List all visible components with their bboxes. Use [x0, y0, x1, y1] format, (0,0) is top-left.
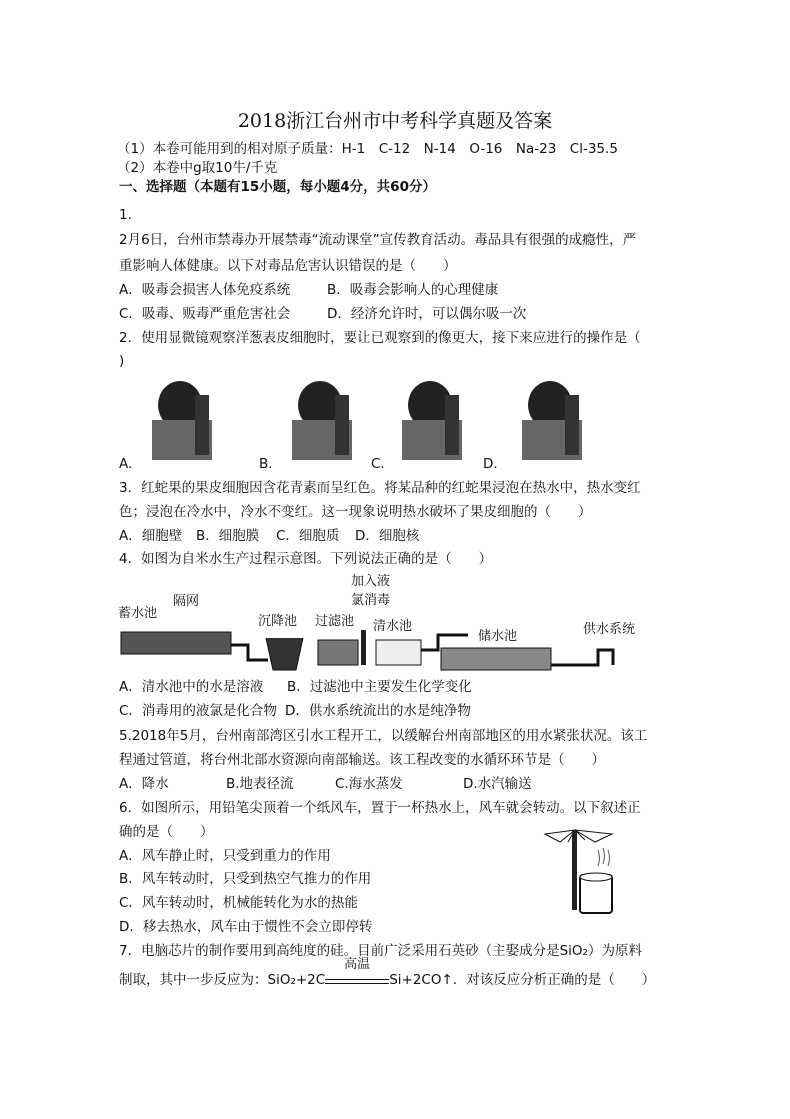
microscope-photo-c — [402, 381, 462, 460]
water-treatment-diagram — [118, 570, 658, 675]
q6-option-a: A．风车静止时，只受到重力的作用 — [119, 848, 331, 864]
diagram-label: 沉降池 — [258, 614, 298, 629]
q1-option-c: C．吸毒、贩毒严重危害社会 — [119, 306, 291, 322]
q5-line: 程通过管道，将台州北部水资源向南部输送。该工程改变的水循环环节是（ ） — [119, 752, 605, 768]
q2-option-b: B. — [259, 456, 273, 472]
q1-line: 2月6日，台州市禁毒办开展禁毒“流动课堂”宣传教育活动。毒品具有很强的成瘾性，严 — [119, 232, 637, 248]
q2-line: 2．使用显微镜观察洋葱表皮细胞时，要让已观察到的像更大，接下来应进行的操作是（ — [119, 330, 641, 346]
note-1: （1）本卷可能用到的相对原子质量：H-1 C-12 N-14 O-16 Na-23 Cl-35.5 — [117, 141, 618, 157]
q1-option-d: D．经济允许时，可以偶尔吸一次 — [327, 306, 527, 322]
q6-line: 确的是（ ） — [119, 824, 214, 840]
q5-line: 5.2018年5月，台州南部湾区引水工程开工，以缓解台州南部地区的用水紧张状况。该工 — [119, 728, 648, 744]
q3-option-d: D．细胞核 — [355, 528, 420, 544]
q4-option-d: D．供水系统流出的水是纯净物 — [285, 703, 471, 719]
q4-line: 4．如图为自米水生产过程示意图。下列说法正确的是（ ） — [119, 551, 493, 567]
page-title: 2018浙江台州市中考科学真题及答案 — [237, 110, 553, 132]
diagram-label: 过滤池 — [315, 614, 355, 629]
q3-line: 3．红蛇果的果皮细胞因含花青素而呈红色。将某品种的红蛇果浸泡在热水中，热水变红 — [119, 480, 641, 496]
q5-option-a: A．降水 — [119, 776, 169, 792]
diagram-label: 蓄水池 — [118, 606, 158, 621]
q6-option-d: D．移去热水，风车由于惯性不会立即停转 — [119, 919, 373, 935]
q7-equation-left: 制取，其中一步反应为：SiO₂+2C — [119, 972, 326, 988]
q7-line: 7．电脑芯片的制作要用到高纯度的硅。目前广泛采用石英砂（主娶成分是SiO₂）为原料 — [119, 943, 642, 959]
q5-option-c: C.海水蒸发 — [335, 776, 403, 792]
q6-option-b: B．风车转动时，只受到热空气推力的作用 — [119, 871, 372, 887]
diagram-label: 储水池 — [478, 629, 518, 644]
q2-option-c: C. — [371, 456, 385, 472]
microscope-photos — [140, 375, 620, 465]
q1-option-b: B．吸毒会影响人的心理健康 — [327, 282, 499, 298]
q7-equation-right: Si+2CO↑．对该反应分析正确的是（ ） — [389, 972, 656, 988]
pinwheel-figure — [540, 820, 620, 920]
q3-option-b: B．细胞膜 — [196, 528, 260, 544]
diagram-label: 氯消毒 — [351, 593, 391, 608]
q3-line: 色；浸泡在冷水中，冷水不变红。这一现象说明热水破坏了果皮细胞的（ ） — [119, 504, 592, 520]
diagram-label: 供水系统 — [583, 622, 636, 637]
q2-option-d: D. — [483, 456, 498, 472]
q4-option-b: B．过滤池中主要发生化学变化 — [287, 679, 472, 695]
q1-number: 1. — [119, 207, 132, 223]
microscope-photo-d — [522, 381, 582, 460]
q1-line: 重影响人体健康。以下对毒品危害认识错误的是（ ） — [119, 258, 457, 274]
q6-line: 6．如图所示，用铅笔尖顶着一个纸风车，置于一杯热水上，风车就会转动。以下叙述正 — [119, 800, 641, 816]
q5-option-d: D.水汽输送 — [463, 776, 532, 792]
diagram-label: 隔网 — [173, 594, 200, 609]
diagram-label: 清水池 — [373, 619, 413, 634]
q4-option-a: A．清水池中的水是溶液 — [119, 679, 264, 695]
note-2: （2）本卷中g取10牛/千克 — [117, 160, 278, 176]
q6-option-c: C．风车转动时，机械能转化为水的热能 — [119, 895, 358, 911]
q3-option-c: C．细胞质 — [276, 528, 340, 544]
reaction-arrow — [325, 957, 389, 989]
q4-option-c: C．消毒用的液氯是化合物 — [119, 703, 277, 719]
q5-option-b: B.地表径流 — [226, 776, 294, 792]
q2-line: ) — [119, 353, 125, 369]
microscope-photo-a — [152, 381, 212, 460]
q3-option-a: A．细胞壁 — [119, 528, 183, 544]
q1-option-a: A．吸毒会损害人体免疫系统 — [119, 282, 291, 298]
diagram-label: 加入液 — [351, 574, 391, 589]
reaction-condition: 高温 — [344, 957, 371, 972]
microscope-photo-b — [292, 381, 352, 460]
q2-option-a: A. — [119, 456, 133, 472]
section-heading: 一、选择题（本题有15小题，每小题4分，共60分） — [119, 179, 436, 195]
q7-line2 — [119, 957, 656, 989]
